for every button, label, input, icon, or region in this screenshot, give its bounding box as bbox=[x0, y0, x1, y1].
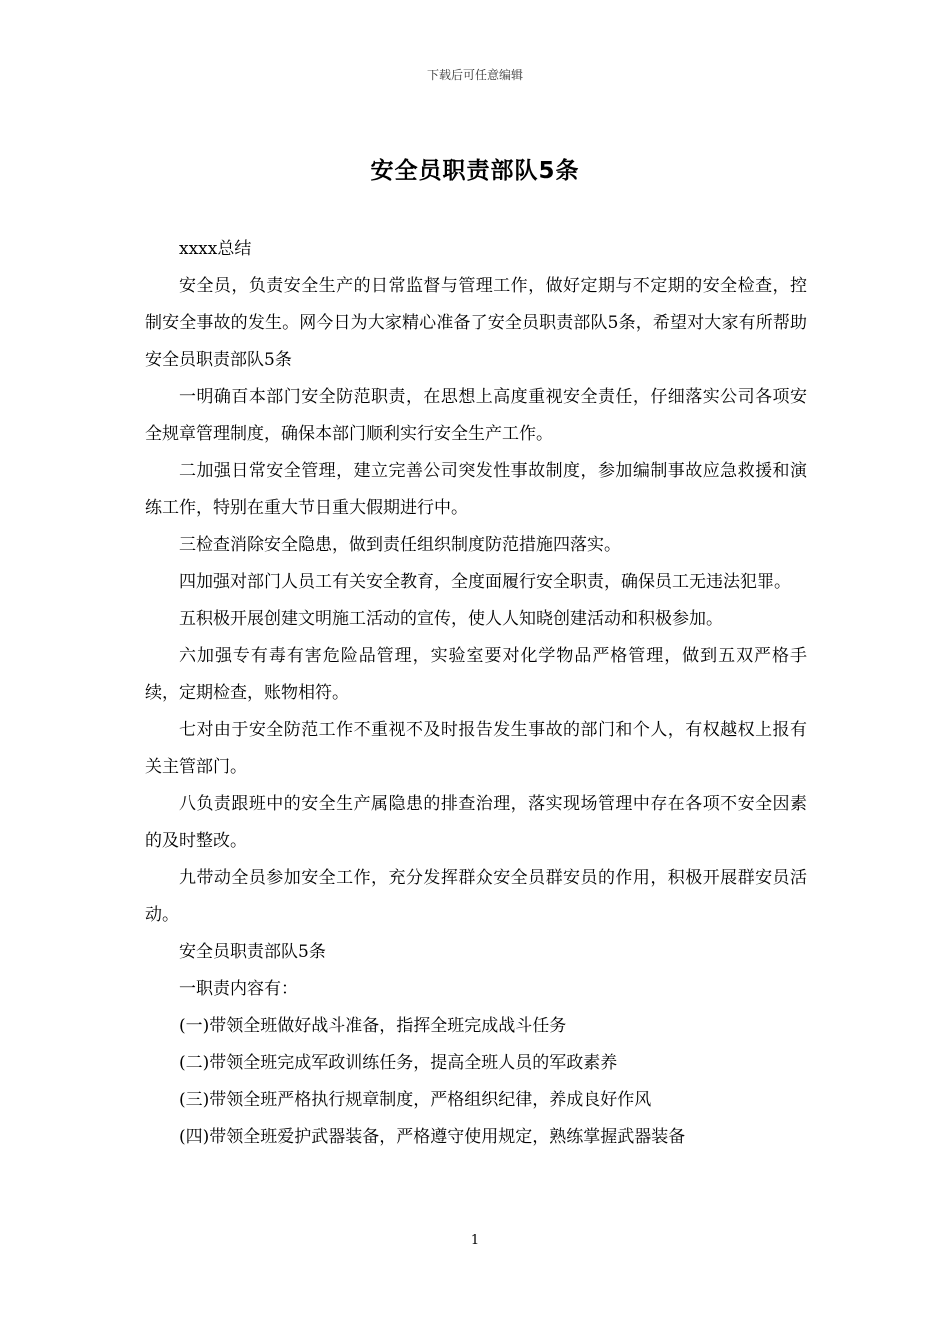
paragraph-duty-3: 三检查消除安全隐患，做到责任组织制度防范措施四落实。 bbox=[179, 535, 621, 555]
header-note: 下载后可任意编辑 bbox=[426, 68, 523, 82]
page-number: 1 bbox=[470, 1233, 480, 1248]
paragraph-duty-8: 八负责跟班中的安全生产属隐患的排查治理，落实现场管理中存在各项不安全因素的及时整改。 bbox=[145, 794, 807, 851]
section-subheading: 一职责内容有： bbox=[179, 979, 298, 999]
paragraph-duty-6: 六加强专有毒有害危险品管理，实验室要对化学物品严格管理，做到五双严格手续，定期检查，账物相符。 bbox=[145, 646, 807, 703]
paragraph-duty-5: 五积极开展创建文明施工活动的宣传，使人人知晓创建活动和积极参加。 bbox=[179, 609, 723, 629]
paragraph-summary-label: xxxx总结 bbox=[179, 239, 252, 259]
list-item: (一)带领全班做好战斗准备，指挥全班完成战斗任务 bbox=[179, 1016, 567, 1036]
paragraph-duty-1: 一明确百本部门安全防范职责，在思想上高度重视安全责任，仔细落实公司各项安全规章管理制度，确保本部门顺利实行安全生产工作。 bbox=[145, 387, 807, 444]
list-item: (三)带领全班严格执行规章制度，严格组织纪律，养成良好作风 bbox=[179, 1090, 652, 1110]
document-title: 安全员职责部队5条 bbox=[370, 158, 580, 184]
paragraph-duty-9: 九带动全员参加安全工作，充分发挥群众安全员群安员的作用，积极开展群安员活动。 bbox=[145, 868, 807, 925]
paragraph-intro: 安全员，负责安全生产的日常监督与管理工作，做好定期与不定期的安全检查，控制安全事故的发生。网今日为大家精心准备了安全员职责部队5条，希望对大家有所帮助安全员职责部队5条 bbox=[145, 276, 807, 370]
document-body bbox=[145, 231, 807, 1156]
section-heading: 安全员职责部队5条 bbox=[179, 942, 326, 962]
list-item: (二)带领全班完成军政训练任务，提高全班人员的军政素养 bbox=[179, 1053, 618, 1073]
paragraph-duty-2: 二加强日常安全管理，建立完善公司突发性事故制度，参加编制事故应急救援和演练工作，特别在重大节日重大假期进行中。 bbox=[145, 461, 807, 518]
paragraph-duty-7: 七对由于安全防范工作不重视不及时报告发生事故的部门和个人，有权越权上报有关主管部门。 bbox=[145, 720, 807, 777]
list-item: (四)带领全班爱护武器装备，严格遵守使用规定，熟练掌握武器装备 bbox=[179, 1127, 686, 1147]
paragraph-duty-4: 四加强对部门人员工有关安全教育，全度面履行安全职责，确保员工无违法犯罪。 bbox=[179, 572, 791, 592]
